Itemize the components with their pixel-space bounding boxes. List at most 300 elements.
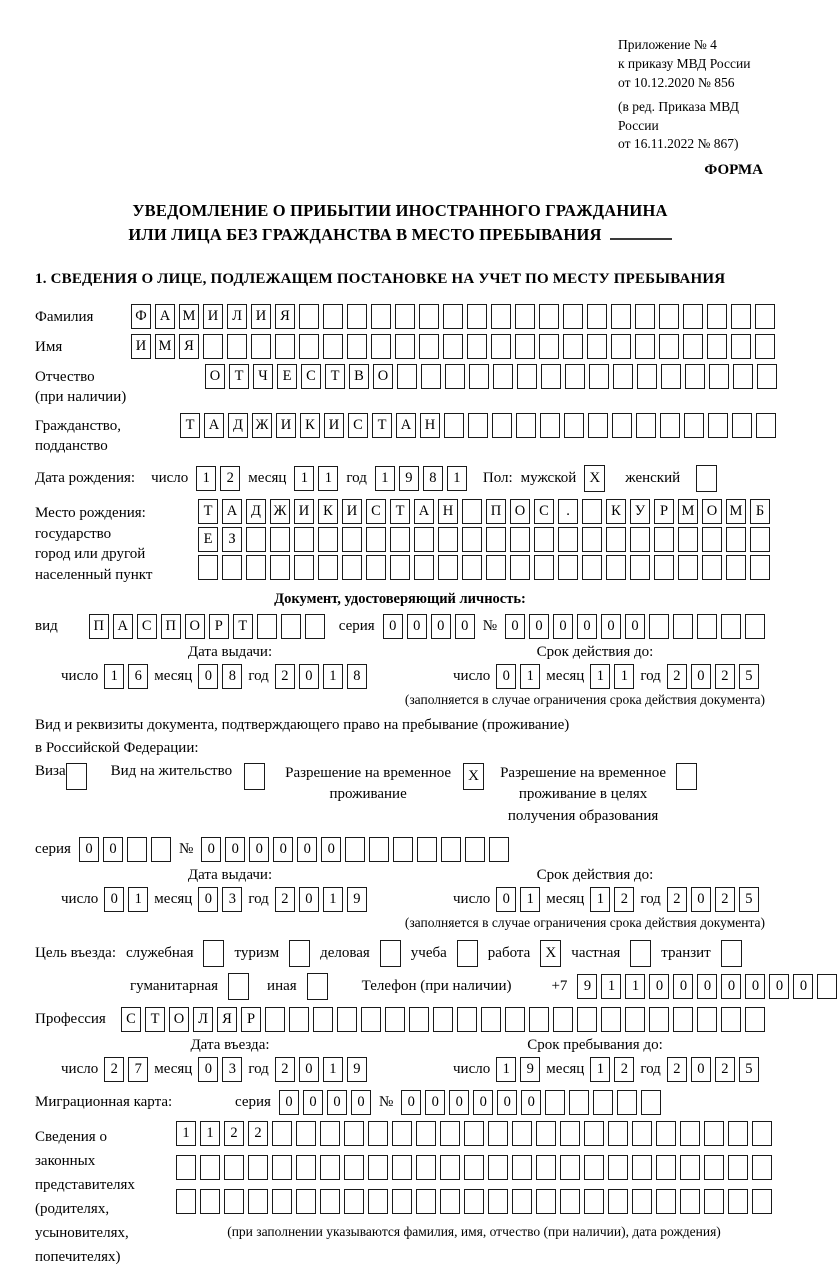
char-cell[interactable] <box>702 527 722 552</box>
char-cell[interactable]: Т <box>229 364 249 389</box>
char-cell[interactable] <box>337 1007 357 1032</box>
char-cell[interactable]: Б <box>750 499 770 524</box>
char-cell[interactable] <box>392 1189 412 1214</box>
char-cell[interactable] <box>467 334 487 359</box>
char-cell[interactable] <box>390 527 410 552</box>
char-cell[interactable] <box>704 1155 724 1180</box>
purpose-option-checkbox[interactable] <box>380 940 401 967</box>
char-cell[interactable] <box>409 1007 429 1032</box>
issue-day-cells[interactable] <box>104 887 148 912</box>
char-cell[interactable] <box>630 555 650 580</box>
char-cell[interactable] <box>492 413 512 438</box>
char-cell[interactable]: А <box>414 499 434 524</box>
char-cell[interactable]: 3 <box>222 887 242 912</box>
char-cell[interactable] <box>684 413 704 438</box>
char-cell[interactable] <box>176 1155 196 1180</box>
char-cell[interactable]: И <box>324 413 344 438</box>
char-cell[interactable]: 0 <box>198 664 218 689</box>
char-cell[interactable] <box>318 555 338 580</box>
birth-place-cells-row2[interactable] <box>198 527 770 552</box>
char-cell[interactable] <box>707 304 727 329</box>
char-cell[interactable]: 0 <box>407 614 427 639</box>
char-cell[interactable] <box>227 334 247 359</box>
char-cell[interactable] <box>632 1121 652 1146</box>
char-cell[interactable]: 0 <box>225 837 245 862</box>
char-cell[interactable] <box>443 304 463 329</box>
char-cell[interactable] <box>342 527 362 552</box>
char-cell[interactable]: 0 <box>521 1090 541 1115</box>
char-cell[interactable] <box>636 413 656 438</box>
char-cell[interactable]: И <box>203 304 223 329</box>
char-cell[interactable]: 0 <box>769 974 789 999</box>
char-cell[interactable] <box>558 555 578 580</box>
char-cell[interactable] <box>728 1189 748 1214</box>
name-cells[interactable] <box>131 334 775 359</box>
issue-year-cells[interactable] <box>275 887 367 912</box>
char-cell[interactable] <box>203 334 223 359</box>
char-cell[interactable] <box>272 1189 292 1214</box>
char-cell[interactable] <box>366 527 386 552</box>
residence-series-cells[interactable] <box>79 837 171 862</box>
char-cell[interactable]: Н <box>420 413 440 438</box>
char-cell[interactable] <box>390 555 410 580</box>
char-cell[interactable]: С <box>534 499 554 524</box>
birth-month-cells[interactable] <box>294 466 338 491</box>
phone-cells[interactable] <box>577 974 837 999</box>
char-cell[interactable]: Т <box>325 364 345 389</box>
char-cell[interactable] <box>661 364 681 389</box>
char-cell[interactable] <box>486 527 506 552</box>
char-cell[interactable] <box>732 413 752 438</box>
purpose-option-checkbox[interactable]: X <box>540 940 561 967</box>
char-cell[interactable]: 1 <box>323 887 343 912</box>
char-cell[interactable]: С <box>137 614 157 639</box>
char-cell[interactable]: 0 <box>691 887 711 912</box>
char-cell[interactable] <box>728 1121 748 1146</box>
char-cell[interactable] <box>726 555 746 580</box>
char-cell[interactable] <box>368 1155 388 1180</box>
char-cell[interactable]: 2 <box>614 1057 634 1082</box>
char-cell[interactable]: 2 <box>715 887 735 912</box>
char-cell[interactable]: 2 <box>715 664 735 689</box>
char-cell[interactable] <box>469 364 489 389</box>
char-cell[interactable]: 0 <box>601 614 621 639</box>
char-cell[interactable]: 1 <box>625 974 645 999</box>
char-cell[interactable] <box>440 1189 460 1214</box>
char-cell[interactable] <box>289 1007 309 1032</box>
char-cell[interactable] <box>673 1007 693 1032</box>
char-cell[interactable] <box>493 364 513 389</box>
valid-day-cells[interactable] <box>496 887 540 912</box>
char-cell[interactable] <box>545 1090 565 1115</box>
stay-day-cells[interactable] <box>496 1057 540 1082</box>
patronymic-cells[interactable] <box>205 364 777 389</box>
char-cell[interactable]: Е <box>277 364 297 389</box>
char-cell[interactable] <box>637 364 657 389</box>
char-cell[interactable]: Е <box>198 527 218 552</box>
entry-month-cells[interactable] <box>198 1057 242 1082</box>
char-cell[interactable] <box>752 1189 772 1214</box>
char-cell[interactable]: 2 <box>275 664 295 689</box>
char-cell[interactable]: 1 <box>590 664 610 689</box>
char-cell[interactable] <box>416 1155 436 1180</box>
char-cell[interactable]: 0 <box>673 974 693 999</box>
char-cell[interactable] <box>323 304 343 329</box>
char-cell[interactable]: Ф <box>131 304 151 329</box>
char-cell[interactable] <box>438 527 458 552</box>
char-cell[interactable]: П <box>89 614 109 639</box>
char-cell[interactable]: Ч <box>253 364 273 389</box>
char-cell[interactable]: 0 <box>649 974 669 999</box>
char-cell[interactable] <box>654 555 674 580</box>
char-cell[interactable] <box>368 1189 388 1214</box>
char-cell[interactable] <box>612 413 632 438</box>
char-cell[interactable] <box>635 334 655 359</box>
char-cell[interactable] <box>392 1121 412 1146</box>
char-cell[interactable] <box>222 555 242 580</box>
residence-permit-checkbox[interactable] <box>244 763 265 790</box>
char-cell[interactable] <box>200 1189 220 1214</box>
char-cell[interactable] <box>510 555 530 580</box>
char-cell[interactable]: 0 <box>745 974 765 999</box>
char-cell[interactable] <box>757 364 777 389</box>
char-cell[interactable] <box>625 1007 645 1032</box>
char-cell[interactable]: 2 <box>104 1057 124 1082</box>
guardians-cells-row3[interactable] <box>176 1189 772 1214</box>
char-cell[interactable] <box>654 527 674 552</box>
char-cell[interactable] <box>613 364 633 389</box>
purpose-option-checkbox[interactable] <box>289 940 310 967</box>
char-cell[interactable]: С <box>301 364 321 389</box>
char-cell[interactable] <box>750 527 770 552</box>
char-cell[interactable]: А <box>113 614 133 639</box>
char-cell[interactable]: М <box>179 304 199 329</box>
char-cell[interactable] <box>371 304 391 329</box>
char-cell[interactable] <box>344 1155 364 1180</box>
char-cell[interactable] <box>584 1189 604 1214</box>
char-cell[interactable] <box>419 334 439 359</box>
char-cell[interactable] <box>560 1121 580 1146</box>
issue-day-cells[interactable] <box>104 664 148 689</box>
char-cell[interactable]: 1 <box>590 1057 610 1082</box>
char-cell[interactable]: 0 <box>279 1090 299 1115</box>
char-cell[interactable] <box>635 304 655 329</box>
char-cell[interactable] <box>534 555 554 580</box>
char-cell[interactable] <box>419 304 439 329</box>
char-cell[interactable]: 0 <box>529 614 549 639</box>
entry-day-cells[interactable] <box>104 1057 148 1082</box>
char-cell[interactable] <box>464 1189 484 1214</box>
char-cell[interactable]: 1 <box>196 466 216 491</box>
char-cell[interactable]: 0 <box>691 664 711 689</box>
char-cell[interactable]: 0 <box>431 614 451 639</box>
char-cell[interactable] <box>440 1155 460 1180</box>
purpose-option-checkbox[interactable] <box>721 940 742 967</box>
char-cell[interactable]: 1 <box>496 1057 516 1082</box>
char-cell[interactable]: 0 <box>201 837 221 862</box>
char-cell[interactable] <box>347 334 367 359</box>
char-cell[interactable] <box>200 1155 220 1180</box>
char-cell[interactable] <box>721 1007 741 1032</box>
char-cell[interactable] <box>707 334 727 359</box>
char-cell[interactable] <box>246 555 266 580</box>
char-cell[interactable] <box>512 1121 532 1146</box>
char-cell[interactable] <box>733 364 753 389</box>
char-cell[interactable] <box>467 304 487 329</box>
char-cell[interactable] <box>678 555 698 580</box>
char-cell[interactable] <box>584 1155 604 1180</box>
char-cell[interactable] <box>320 1155 340 1180</box>
char-cell[interactable] <box>755 304 775 329</box>
char-cell[interactable]: О <box>510 499 530 524</box>
char-cell[interactable] <box>569 1090 589 1115</box>
char-cell[interactable] <box>385 1007 405 1032</box>
char-cell[interactable] <box>342 555 362 580</box>
char-cell[interactable]: 0 <box>425 1090 445 1115</box>
purpose-option-checkbox[interactable] <box>457 940 478 967</box>
char-cell[interactable] <box>486 555 506 580</box>
char-cell[interactable] <box>680 1121 700 1146</box>
char-cell[interactable] <box>728 1155 748 1180</box>
char-cell[interactable]: 2 <box>667 664 687 689</box>
char-cell[interactable] <box>540 413 560 438</box>
char-cell[interactable] <box>817 974 837 999</box>
doc-series-cells[interactable] <box>383 614 475 639</box>
char-cell[interactable]: 0 <box>793 974 813 999</box>
char-cell[interactable]: 0 <box>497 1090 517 1115</box>
char-cell[interactable] <box>457 1007 477 1032</box>
char-cell[interactable]: 0 <box>297 837 317 862</box>
char-cell[interactable] <box>481 1007 501 1032</box>
char-cell[interactable]: 1 <box>176 1121 196 1146</box>
char-cell[interactable]: О <box>702 499 722 524</box>
migration-number-cells[interactable] <box>401 1090 661 1115</box>
char-cell[interactable] <box>416 1121 436 1146</box>
char-cell[interactable] <box>582 555 602 580</box>
char-cell[interactable] <box>198 555 218 580</box>
char-cell[interactable]: О <box>185 614 205 639</box>
char-cell[interactable] <box>656 1155 676 1180</box>
char-cell[interactable] <box>563 334 583 359</box>
char-cell[interactable] <box>320 1189 340 1214</box>
char-cell[interactable] <box>565 364 585 389</box>
char-cell[interactable] <box>127 837 147 862</box>
char-cell[interactable]: 0 <box>496 887 516 912</box>
char-cell[interactable] <box>296 1121 316 1146</box>
char-cell[interactable] <box>539 304 559 329</box>
purpose-option-checkbox[interactable] <box>228 973 249 1000</box>
char-cell[interactable] <box>251 334 271 359</box>
char-cell[interactable] <box>641 1090 661 1115</box>
char-cell[interactable] <box>505 1007 525 1032</box>
char-cell[interactable]: 9 <box>577 974 597 999</box>
char-cell[interactable]: 0 <box>303 1090 323 1115</box>
doc-number-cells[interactable] <box>505 614 765 639</box>
char-cell[interactable]: М <box>155 334 175 359</box>
char-cell[interactable] <box>491 304 511 329</box>
char-cell[interactable] <box>491 334 511 359</box>
char-cell[interactable] <box>539 334 559 359</box>
char-cell[interactable] <box>323 334 343 359</box>
char-cell[interactable]: О <box>205 364 225 389</box>
valid-month-cells[interactable] <box>590 664 634 689</box>
char-cell[interactable]: 0 <box>299 1057 319 1082</box>
char-cell[interactable] <box>397 364 417 389</box>
char-cell[interactable] <box>299 304 319 329</box>
char-cell[interactable] <box>683 334 703 359</box>
char-cell[interactable]: З <box>222 527 242 552</box>
char-cell[interactable]: А <box>204 413 224 438</box>
char-cell[interactable]: 0 <box>577 614 597 639</box>
char-cell[interactable]: А <box>222 499 242 524</box>
char-cell[interactable] <box>440 1121 460 1146</box>
char-cell[interactable] <box>632 1155 652 1180</box>
char-cell[interactable] <box>393 837 413 862</box>
gender-female-checkbox[interactable] <box>696 465 717 492</box>
char-cell[interactable]: И <box>276 413 296 438</box>
char-cell[interactable] <box>608 1155 628 1180</box>
char-cell[interactable]: 0 <box>299 887 319 912</box>
char-cell[interactable]: О <box>169 1007 189 1032</box>
char-cell[interactable]: 9 <box>347 1057 367 1082</box>
char-cell[interactable] <box>433 1007 453 1032</box>
char-cell[interactable] <box>611 334 631 359</box>
char-cell[interactable]: А <box>396 413 416 438</box>
char-cell[interactable]: В <box>349 364 369 389</box>
char-cell[interactable]: Т <box>145 1007 165 1032</box>
char-cell[interactable] <box>685 364 705 389</box>
char-cell[interactable]: 1 <box>520 664 540 689</box>
char-cell[interactable]: 2 <box>275 1057 295 1082</box>
char-cell[interactable] <box>318 527 338 552</box>
char-cell[interactable] <box>656 1121 676 1146</box>
char-cell[interactable] <box>414 527 434 552</box>
char-cell[interactable]: 5 <box>739 1057 759 1082</box>
char-cell[interactable] <box>248 1189 268 1214</box>
char-cell[interactable]: О <box>373 364 393 389</box>
guardians-cells-row1[interactable] <box>176 1121 772 1146</box>
char-cell[interactable]: 0 <box>473 1090 493 1115</box>
char-cell[interactable] <box>464 1155 484 1180</box>
char-cell[interactable]: Я <box>217 1007 237 1032</box>
char-cell[interactable]: 8 <box>347 664 367 689</box>
char-cell[interactable] <box>756 413 776 438</box>
char-cell[interactable]: 0 <box>321 837 341 862</box>
char-cell[interactable] <box>702 555 722 580</box>
char-cell[interactable]: Н <box>438 499 458 524</box>
char-cell[interactable] <box>512 1189 532 1214</box>
char-cell[interactable] <box>344 1121 364 1146</box>
char-cell[interactable] <box>704 1121 724 1146</box>
char-cell[interactable] <box>589 364 609 389</box>
char-cell[interactable]: 0 <box>496 664 516 689</box>
char-cell[interactable] <box>320 1121 340 1146</box>
char-cell[interactable] <box>606 527 626 552</box>
char-cell[interactable] <box>683 304 703 329</box>
char-cell[interactable]: 0 <box>449 1090 469 1115</box>
char-cell[interactable]: 0 <box>505 614 525 639</box>
char-cell[interactable]: 0 <box>383 614 403 639</box>
char-cell[interactable] <box>275 334 295 359</box>
char-cell[interactable] <box>587 334 607 359</box>
char-cell[interactable]: И <box>251 304 271 329</box>
char-cell[interactable]: П <box>161 614 181 639</box>
char-cell[interactable]: 2 <box>220 466 240 491</box>
char-cell[interactable] <box>361 1007 381 1032</box>
issue-month-cells[interactable] <box>198 664 242 689</box>
char-cell[interactable] <box>510 527 530 552</box>
char-cell[interactable] <box>462 555 482 580</box>
char-cell[interactable]: Т <box>390 499 410 524</box>
birth-day-cells[interactable] <box>196 466 240 491</box>
char-cell[interactable] <box>752 1155 772 1180</box>
char-cell[interactable] <box>588 413 608 438</box>
char-cell[interactable]: 1 <box>294 466 314 491</box>
char-cell[interactable] <box>489 837 509 862</box>
char-cell[interactable] <box>564 413 584 438</box>
char-cell[interactable] <box>366 555 386 580</box>
char-cell[interactable]: У <box>630 499 650 524</box>
migration-series-cells[interactable] <box>279 1090 371 1115</box>
char-cell[interactable] <box>611 304 631 329</box>
char-cell[interactable]: 0 <box>273 837 293 862</box>
char-cell[interactable]: Т <box>372 413 392 438</box>
char-cell[interactable] <box>582 499 602 524</box>
char-cell[interactable]: 0 <box>103 837 123 862</box>
char-cell[interactable]: М <box>726 499 746 524</box>
char-cell[interactable] <box>270 527 290 552</box>
char-cell[interactable] <box>704 1189 724 1214</box>
char-cell[interactable] <box>680 1189 700 1214</box>
char-cell[interactable] <box>608 1121 628 1146</box>
visa-checkbox[interactable] <box>66 763 87 790</box>
stay-year-cells[interactable] <box>667 1057 759 1082</box>
char-cell[interactable] <box>755 334 775 359</box>
char-cell[interactable] <box>697 1007 717 1032</box>
char-cell[interactable] <box>176 1189 196 1214</box>
char-cell[interactable] <box>750 555 770 580</box>
char-cell[interactable] <box>344 1189 364 1214</box>
stay-month-cells[interactable] <box>590 1057 634 1082</box>
char-cell[interactable] <box>445 364 465 389</box>
char-cell[interactable] <box>534 527 554 552</box>
char-cell[interactable] <box>659 304 679 329</box>
valid-year-cells[interactable] <box>667 664 759 689</box>
char-cell[interactable]: 5 <box>739 887 759 912</box>
char-cell[interactable]: 2 <box>275 887 295 912</box>
char-cell[interactable]: 2 <box>715 1057 735 1082</box>
guardians-cells-row2[interactable] <box>176 1155 772 1180</box>
char-cell[interactable] <box>649 1007 669 1032</box>
char-cell[interactable]: 1 <box>323 664 343 689</box>
char-cell[interactable]: 2 <box>248 1121 268 1146</box>
char-cell[interactable]: К <box>318 499 338 524</box>
char-cell[interactable] <box>731 334 751 359</box>
char-cell[interactable] <box>697 614 717 639</box>
char-cell[interactable] <box>536 1121 556 1146</box>
valid-month-cells[interactable] <box>590 887 634 912</box>
char-cell[interactable]: И <box>131 334 151 359</box>
char-cell[interactable] <box>296 1155 316 1180</box>
char-cell[interactable] <box>649 614 669 639</box>
char-cell[interactable] <box>608 1189 628 1214</box>
char-cell[interactable]: Д <box>228 413 248 438</box>
char-cell[interactable] <box>313 1007 333 1032</box>
surname-cells[interactable] <box>131 304 775 329</box>
purpose-option-checkbox[interactable] <box>203 940 224 967</box>
char-cell[interactable] <box>660 413 680 438</box>
char-cell[interactable] <box>224 1155 244 1180</box>
